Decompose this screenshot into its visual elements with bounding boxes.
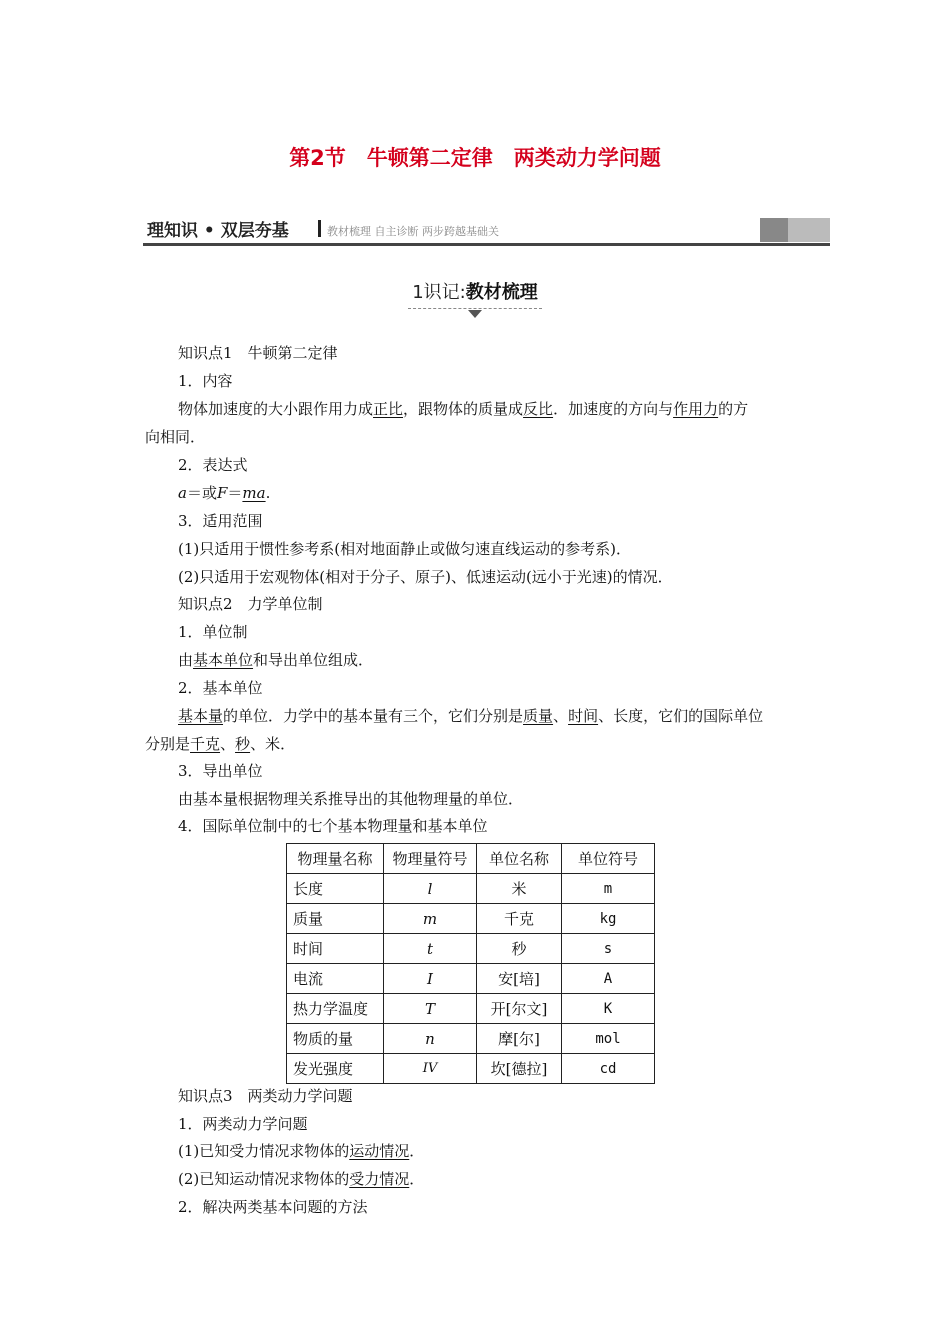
table-row [287,904,655,934]
banner-decoration-light [788,218,830,242]
table-row [287,964,655,994]
table-cell: A [562,964,655,994]
banner-decoration-dark [760,218,788,242]
kp1-range2: (2)只适用于宏观物体(相对于分子、原子)、低速运动(远小于光速)的情况． [178,568,673,586]
table-cell: mol [562,1024,655,1054]
blank-answer: 反比 [523,400,554,418]
table-cell: 质量 [287,904,384,934]
table-cell: 秒 [477,934,562,964]
table-cell: 发光强度 [287,1054,384,1084]
kp1-sub2: 2．表达式 [178,456,248,474]
table-header: 单位名称 [477,844,562,874]
kp2-para3: 由基本量根据物理关系推导出的其他物理量的单位． [178,790,524,808]
si-units-table [286,843,655,1084]
kp2-para1: 由基本单位和导出单位组成． [178,651,374,669]
kp1-range1: (1)只适用于惯性参考系(相对地面静止或做匀速直线运动的参考系)． [178,540,631,558]
table-row [287,1024,655,1054]
table-cell: 米 [477,874,562,904]
blank-answer: 基本单位 [193,651,254,669]
banner-subtitle: 教材梳理 自主诊断 两步跨越基础关 [327,225,499,238]
blank-answer: 基本量 [178,707,224,725]
kp1-formula: a＝或F＝ma. [178,484,271,502]
blank-answer: 千克 [190,735,221,753]
section-label: 教材梳理 [465,282,538,303]
kp2-sub4: 4．国际单位制中的七个基本物理量和基本单位 [178,817,488,835]
table-cell: l [384,874,477,904]
table-cell: 长度 [287,874,384,904]
blank-answer: 运动情况 [349,1142,410,1160]
table-cell: 热力学温度 [287,994,384,1024]
blank-answer: 时间 [568,707,599,725]
kp1-para1: 物体加速度的大小跟作用力成正比，跟物体的质量成反比．加速度的方向与作用力的方 [178,400,749,418]
section-banner [143,215,830,246]
table-cell: m [562,874,655,904]
table-cell: 电流 [287,964,384,994]
blank-answer: 正比 [373,400,404,418]
table-cell: 千克 [477,904,562,934]
triangle-down-icon [468,310,482,318]
blank-answer: 秒 [235,735,251,753]
table-cell: I [384,964,477,994]
table-cell: 坎[德拉] [477,1054,562,1084]
kp2-sub1: 1．单位制 [178,623,248,641]
kp1-heading: 知识点1 牛顿第二定律 [178,344,338,362]
table-cell: 安[培] [477,964,562,994]
kp1-sub1: 1．内容 [178,372,233,390]
section-heading [0,278,950,309]
section-number: 1识记: [412,282,466,303]
kp3-heading: 知识点3 两类动力学问题 [178,1087,353,1105]
kp3-q2: (2)已知运动情况求物体的受力情况． [178,1170,425,1188]
kp2-sub3: 3．导出单位 [178,762,263,780]
blank-answer: ma [242,484,266,502]
kp2-para2-cont: 分别是千克、秒、米． [145,735,296,753]
table-cell: t [384,934,477,964]
table-cell: 物质的量 [287,1024,384,1054]
table-cell: n [384,1024,477,1054]
kp2-sub2: 2．基本单位 [178,679,263,697]
table-cell: IV [384,1054,477,1084]
banner-title: 理知识 • 双层夯基 [147,221,289,241]
kp2-para2: 基本量的单位．力学中的基本量有三个，它们分别是质量、时间、长度，它们的国际单位 [178,707,764,725]
table-cell: cd [562,1054,655,1084]
kp2-heading: 知识点2 力学单位制 [178,595,323,613]
table-row [287,874,655,904]
table-row [287,1054,655,1084]
table-cell: 开[尔文] [477,994,562,1024]
banner-divider [318,220,321,237]
kp3-sub2: 2．解决两类基本问题的方法 [178,1198,368,1216]
blank-answer: 质量 [523,707,554,725]
table-cell: T [384,994,477,1024]
table-cell: 时间 [287,934,384,964]
kp1-sub3: 3．适用范围 [178,512,263,530]
blank-answer: 受力情况 [349,1170,410,1188]
page-title: 第2节 牛顿第二定律 两类动力学问题 [289,146,661,170]
table-cell: kg [562,904,655,934]
kp1-para1-cont: 向相同． [145,428,206,446]
table-row [287,994,655,1024]
table-header: 物理量符号 [384,844,477,874]
table-cell: s [562,934,655,964]
table-cell: K [562,994,655,1024]
table-cell: m [384,904,477,934]
blank-answer: 作用力 [673,400,719,418]
table-header: 物理量名称 [287,844,384,874]
kp3-sub1: 1．两类动力学问题 [178,1115,308,1133]
table-row [287,934,655,964]
table-header: 单位符号 [562,844,655,874]
kp3-q1: (1)已知受力情况求物体的运动情况． [178,1142,425,1160]
table-header-row [287,844,655,874]
table-cell: 摩[尔] [477,1024,562,1054]
